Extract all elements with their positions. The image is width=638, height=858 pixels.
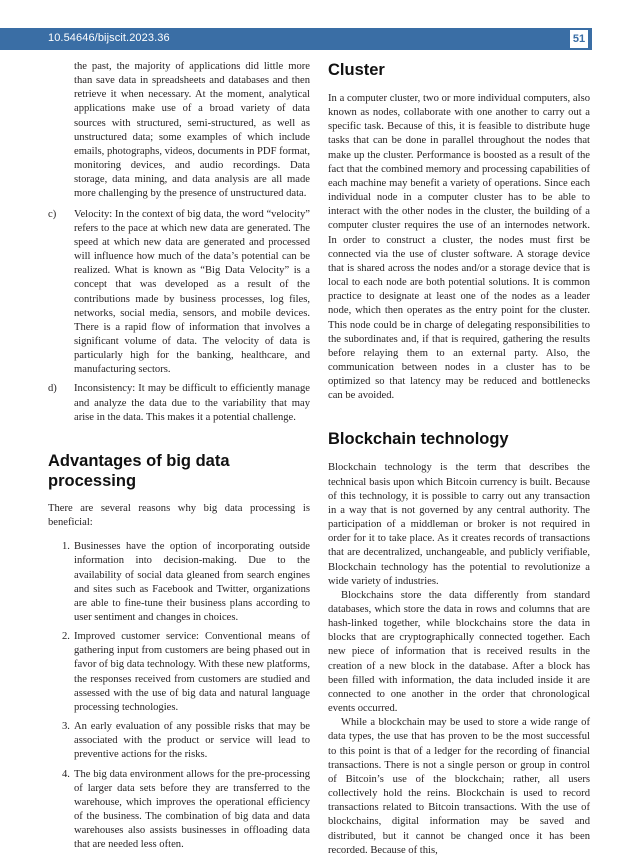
blockchain-paragraph: While a blockchain may be used to store a wide range of data types, the use that has proven to be the most successful to this point is that of a ledger for the recording of financial transactions. There is not a single person or group in control of Bitcoin’s use of the blockchain; rather, all users collectively hold the reins. Blockchain is used to record transactions related to Bitcoin transactions. With the use of blockchains, digital information may be saved and distributed, but it cannot be changed once it has been recorded. Because of this, [328,717,590,856]
right-column [328,60,590,858]
intro-paragraph: There are several reasons why big data processing is beneficial: [48,502,310,529]
list-item [48,382,310,424]
left-column [48,60,310,853]
continuation-paragraph: the past, the majority of applications did little more than save data in spreadsheets and databases and then retrieve it when necessary. At the moment, analytical applications make use of a broad variety of data sources with structured, semi-structured, as well as unstructured data; some examples of which include emails, photographs, videos, documents in PDF format, monitoring devices, and audio recordings. Data storage, data mining, and data analysis are all made more challenging by the presence of unstructured data. [74,61,310,200]
list-item [48,540,310,625]
section-heading-blockchain: Blockchain technology [328,430,509,449]
list-item-text: Velocity: In the context of big data, the word “velocity” refers to the pace at which new data are generated. The speed at which new data are generated and processed will influence how much of the data’s potential can be realized. What is known as “Big Data Velocity” is a concept that was developed as a result of the contributions made by business processes, log files, networks, social media, sensors, and mobile devices. There is a rapid flow of information that involves a significant volume of data. The velocity of data is particularly high for the banking, healthcare, and manufacturing sectors. [74,208,310,376]
blockchain-paragraph: Blockchains store the data differently from standard databases, which store the data in rows and columns that are hash-linked together, while blockchains store the data in blocks that are cryptographically connected together. Each new piece of information that is received results in the creation of a new block in the database. After a block has been filled with information, the data included inside it are connected to one another in the order that chronological events occurred. [328,589,590,715]
section-heading-advantages: Advantages of big data processing [48,451,230,490]
cluster-paragraph: In a computer cluster, two or more individual computers, also known as nodes, collaborate with one another to carry out a specific task. Because of this, it is feasible to distribute huge tasks that can be done in parallel throughout the nodes that make up the cluster. Performance is boosted as a result of the fact that the combined memory and processing capabilities of each machine may benefit a variety of operations. Since each individual node in a computer cluster has to be able to interact with the other nodes in the cluster, the building of a computer cluster requires the use of an internodes network. In order to construct a cluster, the nodes must first be connected via the use of cluster software. A storage device that is shared across the nodes and/or a storage device that is local to each node are both potential solutions. It is common practice to designate at least one of the nodes as a leader node, which then operates as the entry point for the cluster. This node could be in charge of delegating responsibilities to the subordinates and, if that is required, gathering the results before relaying them to an external party. Also, the communication between nodes in a cluster has to be optimized so that latency may be reduced and bottlenecks can be avoided. [328,93,590,402]
doi-link[interactable]: 10.54646/bijscit.2023.36 [48,32,170,44]
list-item-text: The big data environment allows for the pre-processing of larger data sets before they are transferred to the warehouse, which improves the operational efficiency of the business. The combination of big data and data warehouses also assists businesses in offloading data that are needed less often. [74,768,310,851]
list-marker: 1. [62,541,70,553]
variety-list [48,208,310,425]
list-item [48,208,310,378]
list-marker: 2. [62,631,70,643]
list-item-text: Inconsistency: It may be difficult to efficiently manage and analyze the data due to the variability that may arise in the data. This makes it a potential challenge. [74,383,310,423]
list-marker: 4. [62,768,70,780]
list-item [48,720,310,762]
section-heading-cluster: Cluster [328,61,385,79]
list-item-text: Improved customer service: Conventional means of gathering input from customers are being phased out in favor of big data technology. With these new platforms, the responses received from customers are studied and assessed with the use of big data and natural language processing technologies. [74,631,310,713]
list-marker: c) [48,208,57,220]
list-item-text: An early evaluation of any possible risks that may be associated with the product or service will lead to preventive actions for the risks. [74,721,310,761]
list-item [48,630,310,715]
list-marker: d) [48,383,57,395]
page-number: 51 [570,30,588,48]
list-item [48,768,310,853]
advantages-list [48,540,310,852]
blockchain-paragraph: Blockchain technology is the term that describes the technical basis upon which Bitcoin currency is built. Because of this technology, it is possible to carry out any transaction in a way that is not governed by any central authority. The participation of a middleman or broker is not required in order for it to take place. As it creates records of transactions that are decentralized, unchangeable, and publicly verifiable, Blockchain technology has the potential to revolutionize a wide variety of industries. [328,462,590,587]
list-item-text: Businesses have the option of incorporating outside information into decision-making. Due to the availability of social data gleaned from search engines and sites such as Facebook and Twitter, organizations are able to fine-tune their business plans according to user sentiment and changes in choices. [74,541,310,623]
list-marker: 3. [62,721,70,733]
